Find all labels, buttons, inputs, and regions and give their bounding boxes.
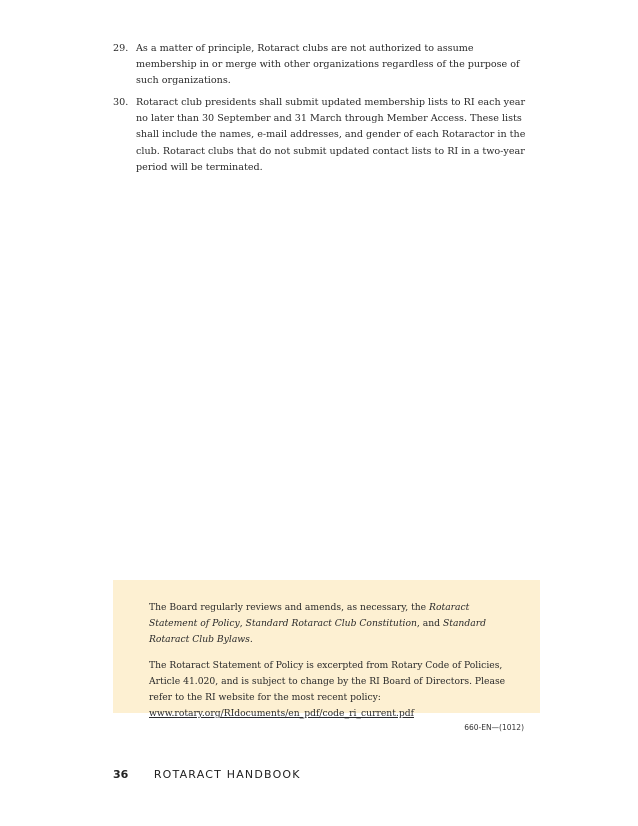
item-number: 30. (113, 97, 129, 108)
policy-link[interactable]: www.rotary.org/RIdocuments/en_pdf/code_ri_current.pdf (149, 708, 414, 720)
item-text: Rotaract club presidents shall submit updated membership lists to RI each year no later than 30 September and 31 March through Member Access. These lists shall include the names, e-mail addresses, and gender of each Rotaractor in the club. Rotaract clubs that do not submit updated contact lists to RI in a two-year period will be terminated. (136, 97, 526, 173)
running-title: ROTARACT HANDBOOK (153, 768, 301, 781)
item-number: 29. (113, 43, 129, 54)
bylaws-title: Standard Rotaract Club Bylaws (149, 618, 486, 646)
page-number: 36 (113, 768, 129, 781)
item-text: As a matter of principle, Rotaract clubs are not authorized to assume membership in or merge with other organizations regardless of the purpose of such organizations. (136, 43, 520, 87)
policy-note-box (113, 580, 540, 720)
document-code: 660-EN—(1012) (464, 723, 524, 732)
constitution-title: Standard Rotaract Club Constitution (245, 618, 417, 630)
statement-of-policy-title: Rotaract Statement of Policy (149, 602, 470, 630)
list-item-29 (113, 41, 533, 90)
note-paragraph-1: The Board regularly reviews and amends, as necessary, the Rotaract Statement of Policy, Standard Rotaract Club Constitution, and Standard Rotaract Club Bylaws. (149, 602, 486, 646)
note-paragraph-2: The Rotaract Statement of Policy is excerpted from Rotary Code of Policies, Article 41.020, and is subject to change by the RI Board of Directors. Please refer to the RI website for the most recent policy: www.rotary.org/RIdocuments/en_pdf/code_ri_current.pdf (149, 659, 506, 720)
page-footer (113, 768, 301, 781)
list-item-30 (113, 95, 533, 176)
